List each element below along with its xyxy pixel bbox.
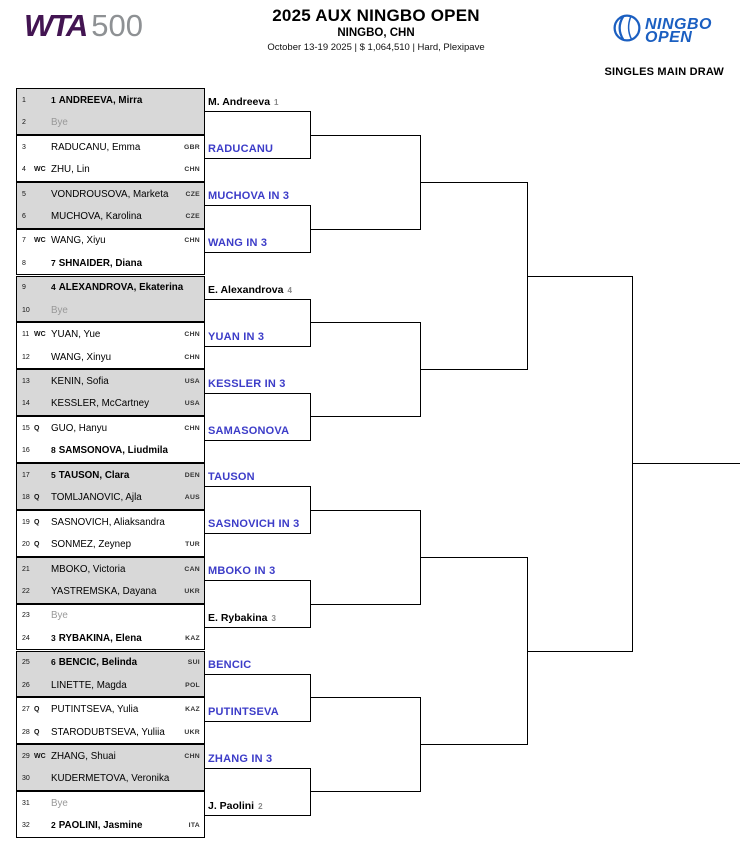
draw-row — [17, 486, 204, 508]
player-name: 3 RYBAKINA, Elena — [51, 632, 142, 644]
player-name: KESSLER, McCartney — [51, 398, 150, 410]
row-number: 3 — [22, 143, 26, 151]
bracket-line — [205, 346, 310, 347]
bracket-line — [310, 791, 420, 792]
entry-type: Q — [34, 494, 40, 502]
round2-label: TAUSON — [208, 471, 255, 484]
draw-row — [17, 252, 204, 274]
draw-row — [17, 417, 204, 439]
row-number: 28 — [22, 728, 30, 736]
draw-row — [17, 605, 204, 627]
draw-row — [17, 299, 204, 321]
draw-row — [17, 745, 204, 767]
row-number: 9 — [22, 284, 26, 292]
match-pair-box — [16, 416, 205, 463]
round2-seed: 1 — [274, 98, 279, 108]
ningbo-open-logo — [612, 13, 712, 48]
row-number: 16 — [22, 447, 30, 455]
bracket-line — [310, 510, 420, 511]
draw-row — [17, 277, 204, 299]
draw-row — [17, 183, 204, 205]
wta-logo-text: WTA — [24, 8, 87, 43]
draw-row — [17, 674, 204, 696]
round2-seed: 3 — [271, 614, 276, 624]
country-code: CHN — [184, 237, 200, 245]
bracket-line — [310, 322, 420, 323]
row-number: 5 — [22, 190, 26, 198]
row-number: 23 — [22, 612, 30, 620]
round2-label: J. Paolini 2 — [208, 799, 263, 812]
round2-label: SASNOVICH IN 3 — [208, 518, 300, 531]
draw-row — [17, 511, 204, 533]
row-number: 2 — [22, 119, 26, 127]
match-pair-box — [16, 510, 205, 557]
country-code: AUS — [184, 494, 200, 502]
draw-row — [17, 721, 204, 743]
bracket-line — [205, 627, 310, 628]
draw-row — [17, 393, 204, 415]
bracket-line — [310, 604, 420, 605]
bracket-line — [420, 744, 527, 745]
seed-number: 4 — [51, 282, 56, 293]
match-pair-box — [16, 791, 205, 838]
seed-number: 5 — [51, 469, 56, 480]
player-name: MUCHOVA, Karolina — [51, 210, 142, 222]
player-name: YUAN, Yue — [51, 329, 101, 341]
round2-label: RADUCANU — [208, 143, 274, 156]
match-pair-box — [16, 463, 205, 510]
draw-row — [17, 89, 204, 111]
player-name: WANG, Xiyu — [51, 235, 106, 247]
draw-row — [17, 111, 204, 133]
match-pair-box — [16, 604, 205, 651]
country-code: CHN — [184, 166, 200, 174]
bracket-line — [527, 276, 632, 277]
country-code: CHN — [184, 353, 200, 361]
country-code: GBR — [183, 143, 200, 151]
row-number: 7 — [22, 237, 26, 245]
tournament-location: NINGBO, CHN — [337, 27, 415, 39]
row-number: 30 — [22, 775, 30, 783]
country-code: CHN — [184, 424, 200, 432]
draw-row — [17, 230, 204, 252]
draw-row — [17, 346, 204, 368]
logo-line2: OPEN — [645, 28, 693, 46]
bracket-line — [205, 580, 310, 581]
row-number: 24 — [22, 634, 30, 642]
player-name: MBOKO, Victoria — [51, 563, 126, 575]
player-name: PUTINTSEVA, Yulia — [51, 704, 139, 716]
player-name: 2 PAOLINI, Jasmine — [51, 820, 143, 832]
bracket-line — [205, 111, 310, 112]
player-name: Bye — [51, 117, 68, 129]
match-pair-box — [16, 322, 205, 369]
draw-row — [17, 768, 204, 790]
row-number: 11 — [22, 331, 30, 339]
row-number: 1 — [22, 96, 26, 104]
row-number: 25 — [22, 659, 30, 667]
bracket-line — [205, 299, 310, 300]
bracket-line — [205, 486, 310, 487]
row-number: 14 — [22, 400, 30, 408]
country-code: TUR — [185, 541, 200, 549]
country-code: CZE — [185, 190, 200, 198]
row-number: 20 — [22, 541, 30, 549]
entry-type: Q — [34, 541, 40, 549]
draw-row — [17, 652, 204, 674]
tournament-details: October 13-19 2025 | $ 1,064,510 | Hard, Plexipave — [267, 42, 485, 53]
bracket-line — [205, 674, 310, 675]
bracket-line — [420, 182, 527, 183]
bracket-line — [420, 369, 527, 370]
seed-number: 2 — [51, 820, 56, 831]
match-pair-box — [16, 182, 205, 229]
row-number: 8 — [22, 259, 26, 267]
draw-row — [17, 558, 204, 580]
bracket-line — [205, 393, 310, 394]
entry-type: WC — [34, 166, 46, 174]
player-name: STARODUBTSEVA, Yuliia — [51, 726, 165, 738]
entry-type: WC — [34, 753, 46, 761]
player-name: ZHANG, Shuai — [51, 751, 116, 763]
row-number: 26 — [22, 681, 30, 689]
country-code: USA — [184, 400, 200, 408]
player-name: SASNOVICH, Aliaksandra — [51, 516, 165, 528]
row-number: 19 — [22, 518, 30, 526]
country-code: KAZ — [185, 706, 200, 714]
entry-type: WC — [34, 331, 46, 339]
player-name: KUDERMETOVA, Veronika — [51, 773, 170, 785]
row-number: 4 — [22, 166, 26, 174]
entry-type: Q — [34, 706, 40, 714]
round2-label: WANG IN 3 — [208, 237, 268, 250]
country-code: ITA — [188, 822, 200, 830]
draw-row — [17, 440, 204, 462]
bracket-line — [205, 440, 310, 441]
player-name: RADUCANU, Emma — [51, 141, 141, 153]
row-number: 22 — [22, 587, 30, 595]
round2-label: KESSLER IN 3 — [208, 377, 286, 390]
round2-label: ZHANG IN 3 — [208, 752, 273, 765]
row-number: 21 — [22, 565, 30, 573]
player-name: GUO, Hanyu — [51, 422, 108, 434]
bracket-line — [205, 768, 310, 769]
bracket-line — [205, 158, 310, 159]
round2-seed: 4 — [287, 285, 292, 295]
tennis-ball-swirl-icon — [612, 13, 642, 48]
draw-row — [17, 205, 204, 227]
country-code: SUI — [187, 659, 200, 667]
player-name: LINETTE, Magda — [51, 679, 127, 691]
wta-500-logo — [24, 8, 143, 44]
player-name: ZHU, Lin — [51, 164, 90, 176]
row-number: 18 — [22, 494, 30, 502]
round2-label: M. Andreeva 1 — [208, 96, 279, 109]
round2-label: E. Alexandrova 4 — [208, 283, 292, 296]
match-pair-box — [16, 369, 205, 416]
seed-number: 3 — [51, 632, 56, 643]
country-code: CHN — [184, 753, 200, 761]
match-pair-box — [16, 88, 205, 135]
country-code: CHN — [184, 331, 200, 339]
tournament-title: 2025 AUX NINGBO OPEN — [272, 6, 480, 25]
bracket-line — [310, 229, 420, 230]
match-pair-box — [16, 651, 205, 698]
country-code: USA — [184, 378, 200, 386]
draw-row — [17, 698, 204, 720]
row-number: 29 — [22, 753, 30, 761]
seed-number: 8 — [51, 445, 56, 456]
round2-seed: 2 — [258, 801, 263, 811]
wta-tier-text: 500 — [91, 8, 144, 43]
seed-number: 1 — [51, 94, 56, 105]
player-name: 4 ALEXANDROVA, Ekaterina — [51, 282, 184, 294]
row-number: 17 — [22, 471, 30, 479]
row-number: 13 — [22, 378, 30, 386]
country-code: UKR — [184, 728, 200, 736]
country-code: UKR — [184, 587, 200, 595]
match-pair-box — [16, 697, 205, 744]
bracket-line — [420, 557, 527, 558]
bracket-line — [527, 651, 632, 652]
bracket-line — [310, 697, 420, 698]
round2-label: PUTINTSEVA — [208, 705, 279, 718]
draw-row — [17, 815, 204, 837]
draw-row — [17, 136, 204, 158]
country-code: DEN — [184, 471, 200, 479]
player-name: Bye — [51, 797, 68, 809]
bracket-line — [205, 815, 310, 816]
entry-type: Q — [34, 424, 40, 432]
logo-line1: NINGBO — [645, 15, 712, 33]
bracket-line — [205, 205, 310, 206]
player-name: Bye — [51, 304, 68, 316]
round2-label: SAMASONOVA — [208, 424, 290, 437]
bracket-line — [205, 252, 310, 253]
player-name: 1 ANDREEVA, Mirra — [51, 94, 143, 106]
player-name: Bye — [51, 610, 68, 622]
match-pair-box — [16, 557, 205, 604]
player-name: 8 SAMSONOVA, Liudmila — [51, 445, 168, 457]
country-code: KAZ — [185, 634, 200, 642]
draw-row — [17, 464, 204, 486]
bracket-line — [205, 721, 310, 722]
draw-row — [17, 533, 204, 555]
entry-type: Q — [34, 728, 40, 736]
player-name: WANG, Xinyu — [51, 351, 112, 363]
round2-label: BENCIC — [208, 658, 252, 671]
row-number: 32 — [22, 822, 30, 830]
draw-row — [17, 323, 204, 345]
tournament-header — [186, 6, 566, 53]
bracket-line — [205, 533, 310, 534]
draw-row — [17, 580, 204, 602]
country-code: CZE — [185, 212, 200, 220]
match-pair-box — [16, 229, 205, 276]
round2-label: YUAN IN 3 — [208, 330, 265, 343]
bracket-line — [632, 463, 740, 464]
row-number: 6 — [22, 212, 26, 220]
round2-label: MUCHOVA IN 3 — [208, 190, 290, 203]
match-pair-box — [16, 135, 205, 182]
player-name: VONDROUSOVA, Marketa — [51, 188, 169, 200]
row-number: 15 — [22, 424, 30, 432]
round2-label: E. Rybakina 3 — [208, 612, 276, 625]
country-code: POL — [185, 681, 200, 689]
player-name: TOMLJANOVIC, Ajla — [51, 492, 142, 504]
row-number: 31 — [22, 799, 30, 807]
bracket-line — [310, 416, 420, 417]
match-pair-box — [16, 276, 205, 323]
round2-label: MBOKO IN 3 — [208, 565, 276, 578]
seed-number: 6 — [51, 657, 56, 668]
row-number: 27 — [22, 706, 30, 714]
row-number: 12 — [22, 353, 30, 361]
player-name: 5 TAUSON, Clara — [51, 469, 130, 481]
draw-row — [17, 158, 204, 180]
player-name: YASTREMSKA, Dayana — [51, 585, 157, 597]
singles-main-draw-label: SINGLES MAIN DRAW — [604, 66, 724, 78]
ningbo-open-logo-text — [645, 15, 712, 46]
draw-row — [17, 370, 204, 392]
entry-type: Q — [34, 518, 40, 526]
player-name: 6 BENCIC, Belinda — [51, 657, 138, 669]
player-name: 7 SHNAIDER, Diana — [51, 257, 143, 269]
player-name: KENIN, Sofia — [51, 376, 109, 388]
entry-type: WC — [34, 237, 46, 245]
bracket-line — [310, 135, 420, 136]
row-number: 10 — [22, 306, 30, 314]
draw-row — [17, 792, 204, 814]
country-code: CAN — [184, 565, 200, 573]
draw-row — [17, 627, 204, 649]
seed-number: 7 — [51, 257, 56, 268]
player-name: SONMEZ, Zeynep — [51, 539, 132, 551]
match-pair-box — [16, 744, 205, 791]
